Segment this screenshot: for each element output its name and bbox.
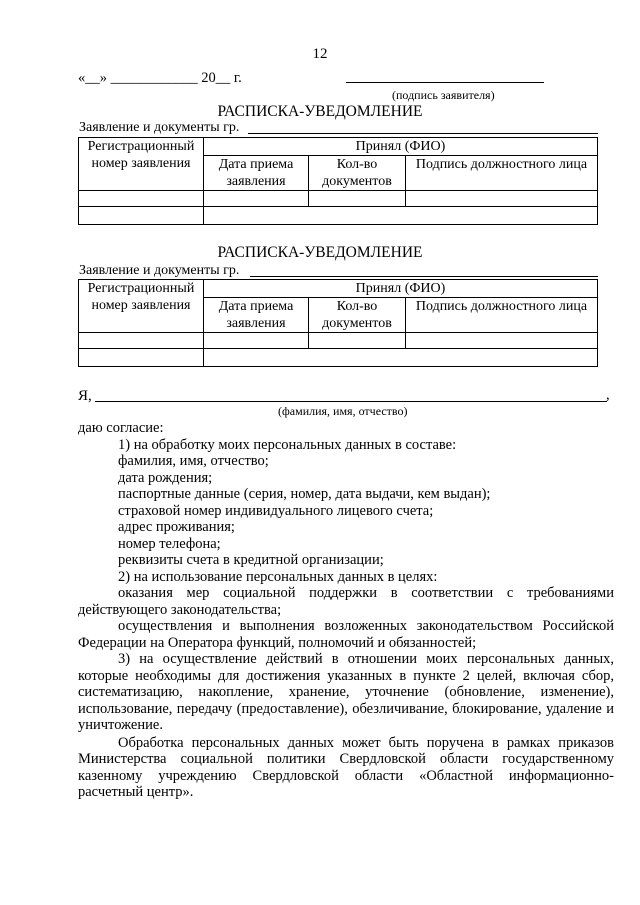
count-header: Кол-во документов	[309, 156, 406, 191]
give-consent: даю согласие:	[78, 420, 164, 436]
date-header: Дата приема заявления	[204, 156, 309, 191]
table-cell	[309, 333, 406, 349]
receipt-title-2: РАСПИСКА-УВЕДОМЛЕНИЕ	[217, 244, 423, 261]
reg-number-header: Регистрационный номер заявления	[79, 280, 204, 333]
trailing-comma: ,	[606, 387, 610, 403]
accepted-header: Принял (ФИО)	[204, 280, 598, 298]
table-cell	[204, 349, 598, 367]
list-item: фамилия, имя, отчество;	[118, 453, 269, 469]
table-cell	[79, 333, 204, 349]
list-item: страховой номер индивидуального лицевого счета;	[118, 502, 434, 519]
table-cell	[204, 333, 309, 349]
purpose-2: осуществления и выполнения возложенных законодательством Российской Федерации на Оператора функций, полномочий и обязанностей;	[78, 618, 614, 651]
signature-header: Подпись должностного лица	[406, 298, 598, 333]
applicant-name-line-1	[248, 133, 598, 134]
consent-item-1: 1) на обработку моих персональных данных в составе:	[118, 436, 457, 453]
i-prefix: Я,	[78, 388, 92, 404]
list-item: дата рождения;	[118, 469, 213, 486]
accepted-header: Принял (ФИО)	[204, 138, 598, 156]
receipt-table-2	[78, 279, 598, 367]
page-number: 12	[312, 46, 328, 62]
list-item: паспортные данные (серия, номер, дата выдачи, кем выдан);	[118, 486, 491, 502]
signature-line	[346, 68, 544, 83]
table-cell	[79, 207, 204, 225]
applicant-name-line-2	[250, 276, 598, 277]
receipt-title-1: РАСПИСКА-УВЕДОМЛЕНИЕ	[217, 103, 423, 120]
signature-header: Подпись должностного лица	[406, 156, 598, 191]
documents-from-label-1: Заявление и документы гр.	[79, 120, 240, 135]
documents-from-label-2: Заявление и документы гр.	[79, 263, 240, 278]
table-cell	[406, 333, 598, 349]
fio-line	[95, 401, 607, 402]
consent-item-3: 3) на осуществление действий в отношении моих персональных данных, которые необходимы для достижения указанных в пункте 2 целей, включая сбор, систематизацию, накопление, хранение, уточнение (обновление, изменение), использование, передачу (предоставление), обезличивание, блокирование, удаление и уничтожение.	[78, 651, 614, 733]
table-cell	[309, 191, 406, 207]
table-cell	[204, 191, 309, 207]
consent-item-2: 2) на использование персональных данных в целях:	[118, 568, 438, 585]
count-header: Кол-во документов	[309, 298, 406, 333]
list-item: реквизиты счета в кредитной организации;	[118, 552, 384, 568]
consent-body	[78, 420, 614, 801]
reg-number-header: Регистрационный номер заявления	[79, 138, 204, 191]
purpose-1: оказания мер социальной поддержки в соответствии с требованиями действующего законодательства;	[78, 585, 614, 618]
table-cell	[79, 349, 204, 367]
signature-caption: (подпись заявителя)	[392, 88, 495, 102]
receipt-table-1	[78, 137, 598, 225]
list-item: адрес проживания;	[118, 519, 235, 535]
list-item: номер телефона;	[118, 535, 221, 552]
fio-caption: (фамилия, имя, отчество)	[278, 404, 408, 418]
date-line: «__» ____________ 20__ г.	[78, 70, 242, 86]
table-cell	[204, 207, 598, 225]
date-header: Дата приема заявления	[204, 298, 309, 333]
processing-note: Обработка персональных данных может быть поручена в рамках приказов Министерства социальной политики Свердловской области государственному казенному учреждению Свердловской области «Областной информационно-расчетный центр».	[78, 734, 614, 800]
table-cell	[406, 191, 598, 207]
table-cell	[79, 191, 204, 207]
